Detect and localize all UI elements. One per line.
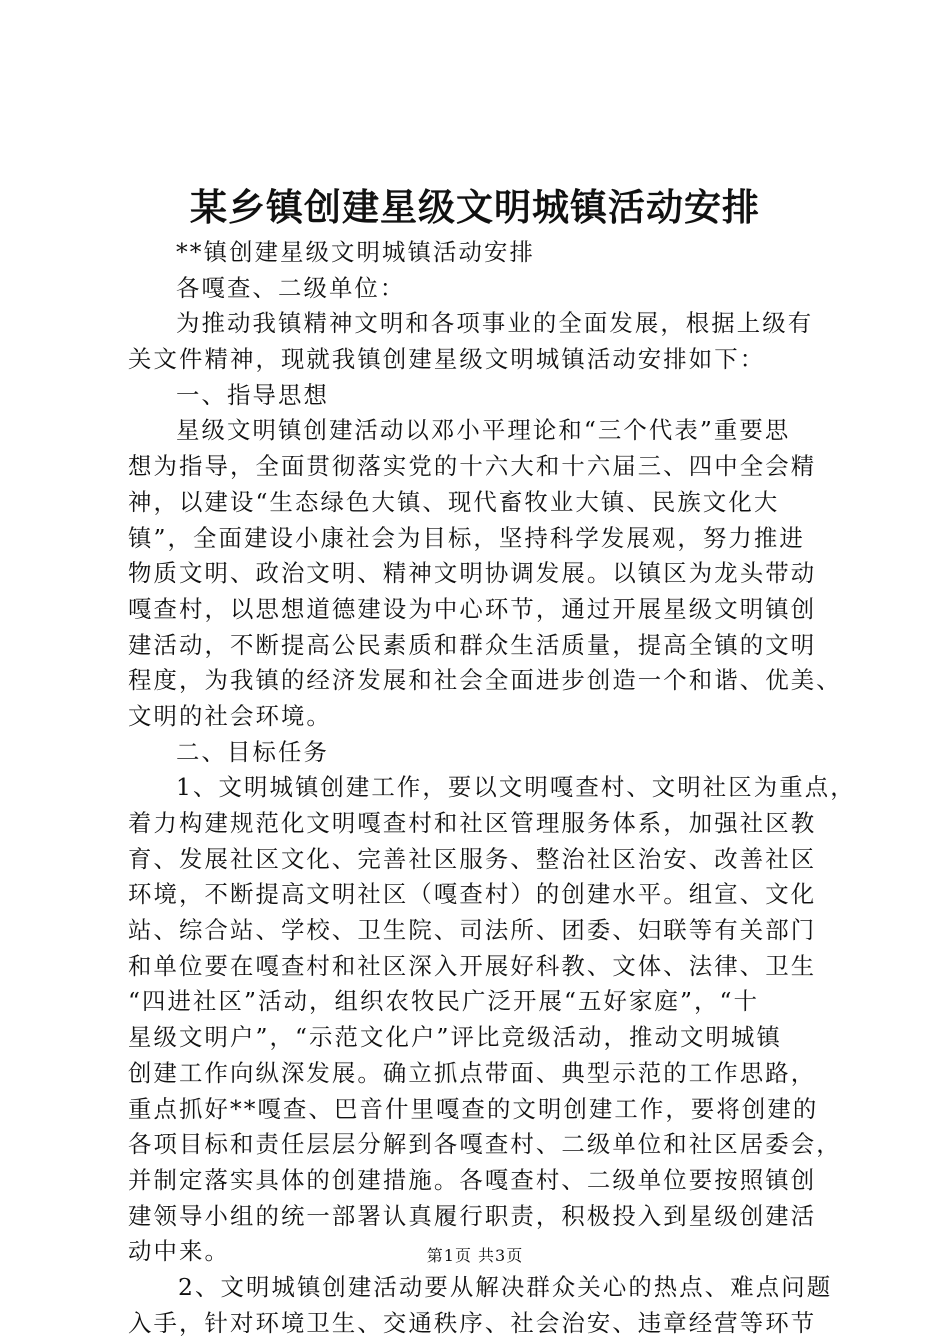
paragraph-line: 星级文明镇创建活动以邓小平理论和“三个代表”重要思 bbox=[176, 416, 791, 445]
document-body bbox=[128, 235, 856, 1341]
paragraph-line: 建活动，不断提高公民素质和群众生活质量，提高全镇的文明 bbox=[128, 630, 817, 659]
section-heading: 二、目标任务 bbox=[176, 737, 329, 766]
paragraph-line: 重点抓好**嘎查、巴音什里嘎查的文明创建工作，要将创建的 bbox=[128, 1094, 819, 1123]
paragraph-line: 关文件精神，现就我镇创建星级文明城镇活动安排如下： bbox=[128, 345, 766, 374]
paragraph-line: 创建工作向纵深发展。确立抓点带面、典型示范的工作思路， bbox=[128, 1058, 817, 1087]
paragraph-line: 站、综合站、学校、卫生院、司法所、团委、妇联等有关部门 bbox=[128, 916, 817, 945]
paragraph-line: 程度，为我镇的经济发展和社会全面进步创造一个和谐、优美、 bbox=[128, 666, 842, 695]
paragraph-line: 建领导小组的统一部署认真履行职责，积极投入到星级创建活 bbox=[128, 1201, 817, 1230]
paragraph-line: 动中来。 bbox=[128, 1237, 230, 1266]
paragraph-line: 为推动我镇精神文明和各项事业的全面发展，根据上级有 bbox=[176, 309, 814, 338]
paragraph-line: 环境，不断提高文明社区（嘎查村）的创建水平。组宣、文化 bbox=[128, 880, 817, 909]
paragraph-line: 着力构建规范化文明嘎查村和社区管理服务体系，加强社区教 bbox=[128, 809, 817, 837]
paragraph-line: 和单位要在嘎查村和社区深入开展好科教、文体、法律、卫生 bbox=[128, 951, 817, 980]
paragraph-line: 物质文明、政治文明、精神文明协调发展。以镇区为龙头带动 bbox=[128, 559, 817, 588]
paragraph-line: 镇”，全面建设小康社会为目标，坚持科学发展观，努力推进 bbox=[128, 523, 805, 552]
paragraph-line: 1、文明城镇创建工作，要以文明嘎查村、文明社区为重点， bbox=[176, 773, 856, 802]
paragraph-line: 星级文明户”，“示范文化户”评比竞级活动，推动文明城镇 bbox=[128, 1023, 782, 1052]
paragraph-line: 各嘎查、二级单位： bbox=[176, 273, 406, 302]
page-number-footer: 第1页 共3页 bbox=[426, 1246, 524, 1265]
paragraph-line: 入手，针对环境卫生、交通秩序、社会治安、违章经营等环节 bbox=[128, 1308, 817, 1337]
paragraph-line: 想为指导，全面贯彻落实党的十六大和十六届三、四中全会精 bbox=[128, 452, 817, 481]
paragraph-line: 神，以建设“生态绿色大镇、现代畜牧业大镇、民族文化大 bbox=[128, 487, 780, 516]
paragraph-line: 并制定落实具体的创建措施。各嘎查村、二级单位要按照镇创 bbox=[128, 1165, 817, 1194]
section-heading: 一、指导思想 bbox=[176, 380, 329, 409]
paragraph-line: 2、文明城镇创建活动要从解决群众关心的热点、难点问题 bbox=[178, 1272, 833, 1301]
paragraph-line: 育、发展社区文化、完善社区服务、整治社区治安、改善社区 bbox=[128, 844, 817, 873]
document-title: 某乡镇创建星级文明城镇活动安排 bbox=[190, 185, 760, 229]
paragraph-line: 嘎查村，以思想道德建设为中心环节，通过开展星级文明镇创 bbox=[128, 594, 817, 623]
paragraph-line: **镇创建星级文明城镇活动安排 bbox=[176, 238, 535, 266]
paragraph-line: 文明的社会环境。 bbox=[128, 701, 332, 730]
paragraph-line: 各项目标和责任层层分解到各嘎查村、二级单位和社区居委会， bbox=[128, 1130, 842, 1159]
paragraph-line: “四进社区”活动，组织农牧民广泛开展“五好家庭”，“十 bbox=[128, 987, 760, 1016]
